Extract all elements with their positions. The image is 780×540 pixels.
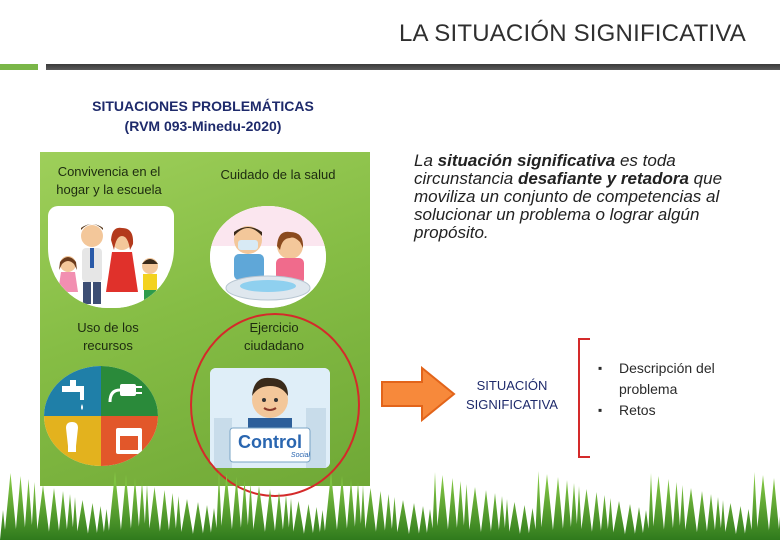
cell-label-cuidado: Cuidado de la salud [220, 167, 336, 182]
situacion-significativa-label: SITUACIÓN SIGNIFICATIVA [466, 378, 558, 412]
resources-icon [44, 366, 158, 466]
grass-decoration [0, 468, 780, 540]
title-rule-green [0, 64, 38, 70]
slide-title: LA SITUACIÓN SIGNIFICATIVA [398, 20, 746, 47]
bracket [578, 338, 590, 458]
control-sign-text: Control [238, 432, 302, 452]
right-arrow-icon [380, 366, 456, 422]
definition-part-3: que moviliza un conjunto de competencias al solucionar un problema o lograr algún propósito. [414, 169, 723, 242]
definition-text [414, 152, 744, 242]
definition-bold-1: situación significativa [437, 151, 616, 170]
problem-situations-source: (RVM 093-Minedu-2020) [124, 118, 282, 134]
children-washing-hands-icon [210, 206, 326, 308]
list-item: ▪ Descripción del problema [598, 358, 728, 400]
problem-situations-heading [58, 96, 348, 136]
cell-label-recursos: Uso de los recursos [77, 320, 139, 353]
title-rule-dark [46, 64, 780, 70]
definition-part-2: es toda circunstancia [414, 151, 676, 188]
bullet-list [598, 358, 728, 421]
definition-bold-2: desafiante y retadora [517, 169, 689, 188]
cell-label-convivencia: Convivencia en el hogar y la escuela [56, 164, 162, 197]
list-item: ▪ Retos [598, 400, 728, 421]
control-sign-subtext: Social [290, 452, 310, 459]
cell-label-ciudadano: Ejercicio ciudadano [244, 320, 304, 353]
definition-part-1: La [414, 151, 438, 170]
problem-situations-title: SITUACIONES PROBLEMÁTICAS [92, 98, 314, 114]
